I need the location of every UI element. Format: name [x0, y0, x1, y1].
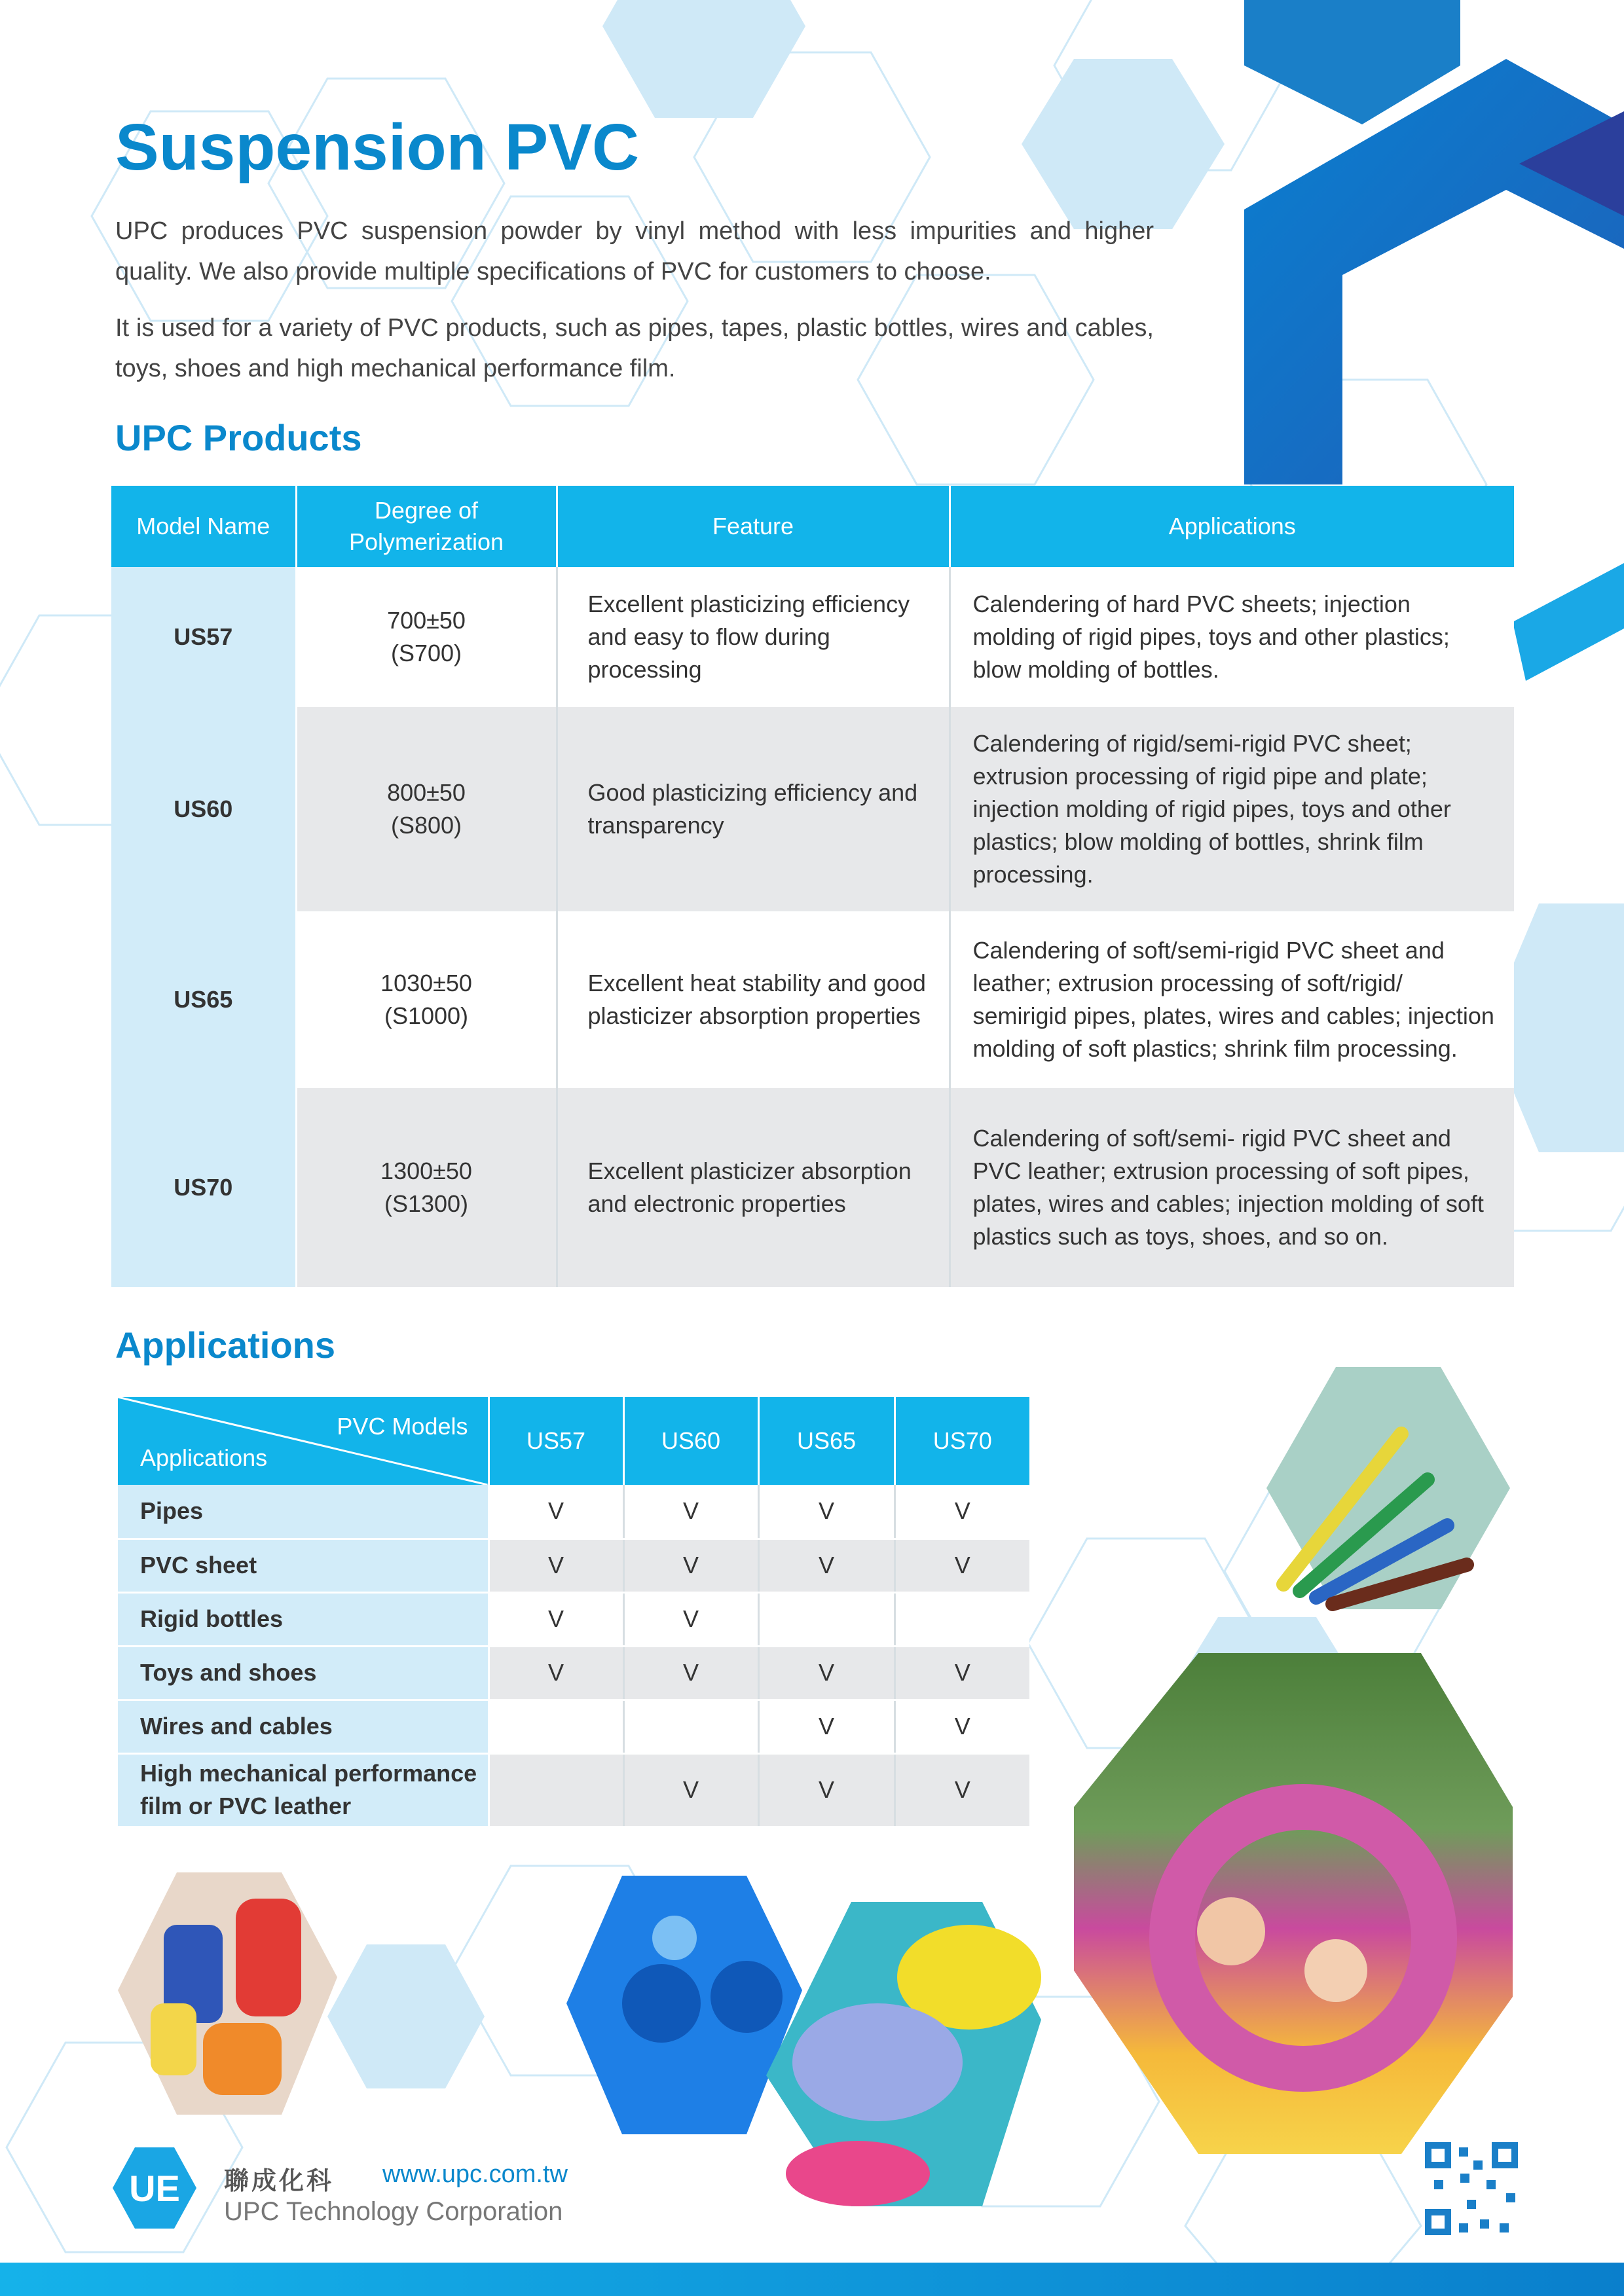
matrix-row	[118, 1539, 1029, 1592]
check-mark: V	[623, 1753, 758, 1827]
check-mark: V	[758, 1539, 895, 1592]
check-mark: V	[489, 1646, 623, 1700]
degree-value: 800±50	[387, 779, 466, 806]
model-name: US57	[111, 567, 296, 707]
col-degree: Degree of Polymerization	[296, 486, 557, 567]
applications-cell: Calendering of hard PVC sheets; injection molding of rigid pipes, toys and other plastics; blow molding of bottles.	[950, 567, 1514, 707]
check-mark: V	[623, 1485, 758, 1539]
feature-cell: Good plasticizing efficiency and transparency	[557, 707, 950, 911]
model-header: US57	[489, 1397, 623, 1485]
company-name-chinese: 聯成化科	[224, 2168, 335, 2195]
degree-cell	[296, 707, 557, 911]
check-mark	[895, 1592, 1029, 1646]
intro-paragraph-1: UPC produces PVC suspension powder by vinyl method with less impurities and higher quality. We also provide multiple specifications of PVC for customers to choose.	[115, 217, 1154, 285]
check-mark: V	[758, 1753, 895, 1827]
check-mark: V	[895, 1485, 1029, 1539]
model-header: US70	[895, 1397, 1029, 1485]
page-title: Suspension PVC	[115, 111, 640, 184]
feature-cell: Excellent heat stability and good plasticizer absorption properties	[557, 911, 950, 1088]
products-heading: UPC Products	[115, 417, 362, 458]
check-mark: V	[895, 1700, 1029, 1753]
model-name: US60	[111, 707, 296, 911]
application-label: PVC sheet	[118, 1539, 489, 1592]
application-label: Wires and cables	[118, 1700, 489, 1753]
check-mark: V	[895, 1646, 1029, 1700]
matrix-corner-cell	[118, 1397, 489, 1485]
application-label: High mechanical performance film or PVC leather	[118, 1753, 489, 1827]
check-mark	[758, 1592, 895, 1646]
degree-cell	[296, 567, 557, 707]
application-label: Rigid bottles	[118, 1592, 489, 1646]
table-row	[111, 911, 1514, 1088]
grade-value: (S700)	[390, 640, 462, 666]
check-mark: V	[758, 1485, 895, 1539]
check-mark: V	[489, 1592, 623, 1646]
bottom-bar	[0, 2263, 1624, 2296]
svg-text:UE: UE	[129, 2168, 180, 2209]
model-name: US70	[111, 1088, 296, 1287]
table-row	[111, 707, 1514, 911]
model-header: US60	[623, 1397, 758, 1485]
company-name-english: UPC Technology Corporation	[224, 2197, 563, 2226]
grade-value: (S800)	[390, 812, 462, 839]
check-mark	[489, 1700, 623, 1753]
matrix-row	[118, 1646, 1029, 1700]
matrix-header-row	[118, 1397, 1029, 1485]
degree-cell	[296, 911, 557, 1088]
check-mark: V	[895, 1539, 1029, 1592]
application-label: Toys and shoes	[118, 1646, 489, 1700]
degree-value: 700±50	[387, 607, 466, 634]
col-feature: Feature	[557, 486, 950, 567]
applications-cell: Calendering of soft/semi-rigid PVC sheet and leather; extrusion processing of soft/rigid/ semirigid pipes, plates, wires and cables; injection molding of soft plastics; shrink film processing.	[950, 911, 1514, 1088]
products-header-row	[111, 486, 1514, 567]
model-name: US65	[111, 911, 296, 1088]
grade-value: (S1300)	[384, 1190, 469, 1217]
products-table	[111, 486, 1514, 1287]
check-mark: V	[623, 1539, 758, 1592]
applications-heading: Applications	[115, 1324, 336, 1366]
intro-paragraph-2: It is used for a variety of PVC products, such as pipes, tapes, plastic bottles, wires and cables, toys, shoes and high mechanical performance film.	[115, 314, 1154, 382]
check-mark: V	[489, 1539, 623, 1592]
degree-value: 1030±50	[380, 970, 472, 996]
check-mark: V	[895, 1753, 1029, 1827]
matrix-row	[118, 1753, 1029, 1827]
application-label: Pipes	[118, 1485, 489, 1539]
model-header: US65	[758, 1397, 895, 1485]
col-applications: Applications	[950, 486, 1514, 567]
check-mark: V	[623, 1592, 758, 1646]
check-mark	[489, 1753, 623, 1827]
applications-matrix	[118, 1397, 1029, 1828]
table-row	[111, 1088, 1514, 1287]
check-mark	[623, 1700, 758, 1753]
degree-cell	[296, 1088, 557, 1287]
feature-cell: Excellent plasticizer absorption and electronic properties	[557, 1088, 950, 1287]
corner-models-label: PVC Models	[337, 1413, 468, 1440]
degree-value: 1300±50	[380, 1157, 472, 1184]
corner-applications-label: Applications	[140, 1444, 268, 1471]
feature-cell: Excellent plasticizing efficiency and easy to flow during processing	[557, 567, 950, 707]
matrix-row	[118, 1700, 1029, 1753]
matrix-row	[118, 1485, 1029, 1539]
matrix-row	[118, 1592, 1029, 1646]
check-mark: V	[758, 1700, 895, 1753]
applications-cell: Calendering of rigid/semi-rigid PVC sheet; extrusion processing of rigid pipe and plate; injection molding of rigid pipes, toys and other plastics; blow molding of bottles, shrink film processing.	[950, 707, 1514, 911]
table-row	[111, 567, 1514, 707]
check-mark: V	[623, 1646, 758, 1700]
applications-cell: Calendering of soft/semi- rigid PVC sheet and PVC leather; extrusion processing of soft pipes, plates, wires and cables; injection molding of soft plastics such as toys, shoes, and so on.	[950, 1088, 1514, 1287]
check-mark: V	[489, 1485, 623, 1539]
col-model-name: Model Name	[111, 486, 296, 567]
website-link[interactable]: www.upc.com.tw	[382, 2160, 568, 2188]
check-mark: V	[758, 1646, 895, 1700]
grade-value: (S1000)	[384, 1002, 469, 1029]
